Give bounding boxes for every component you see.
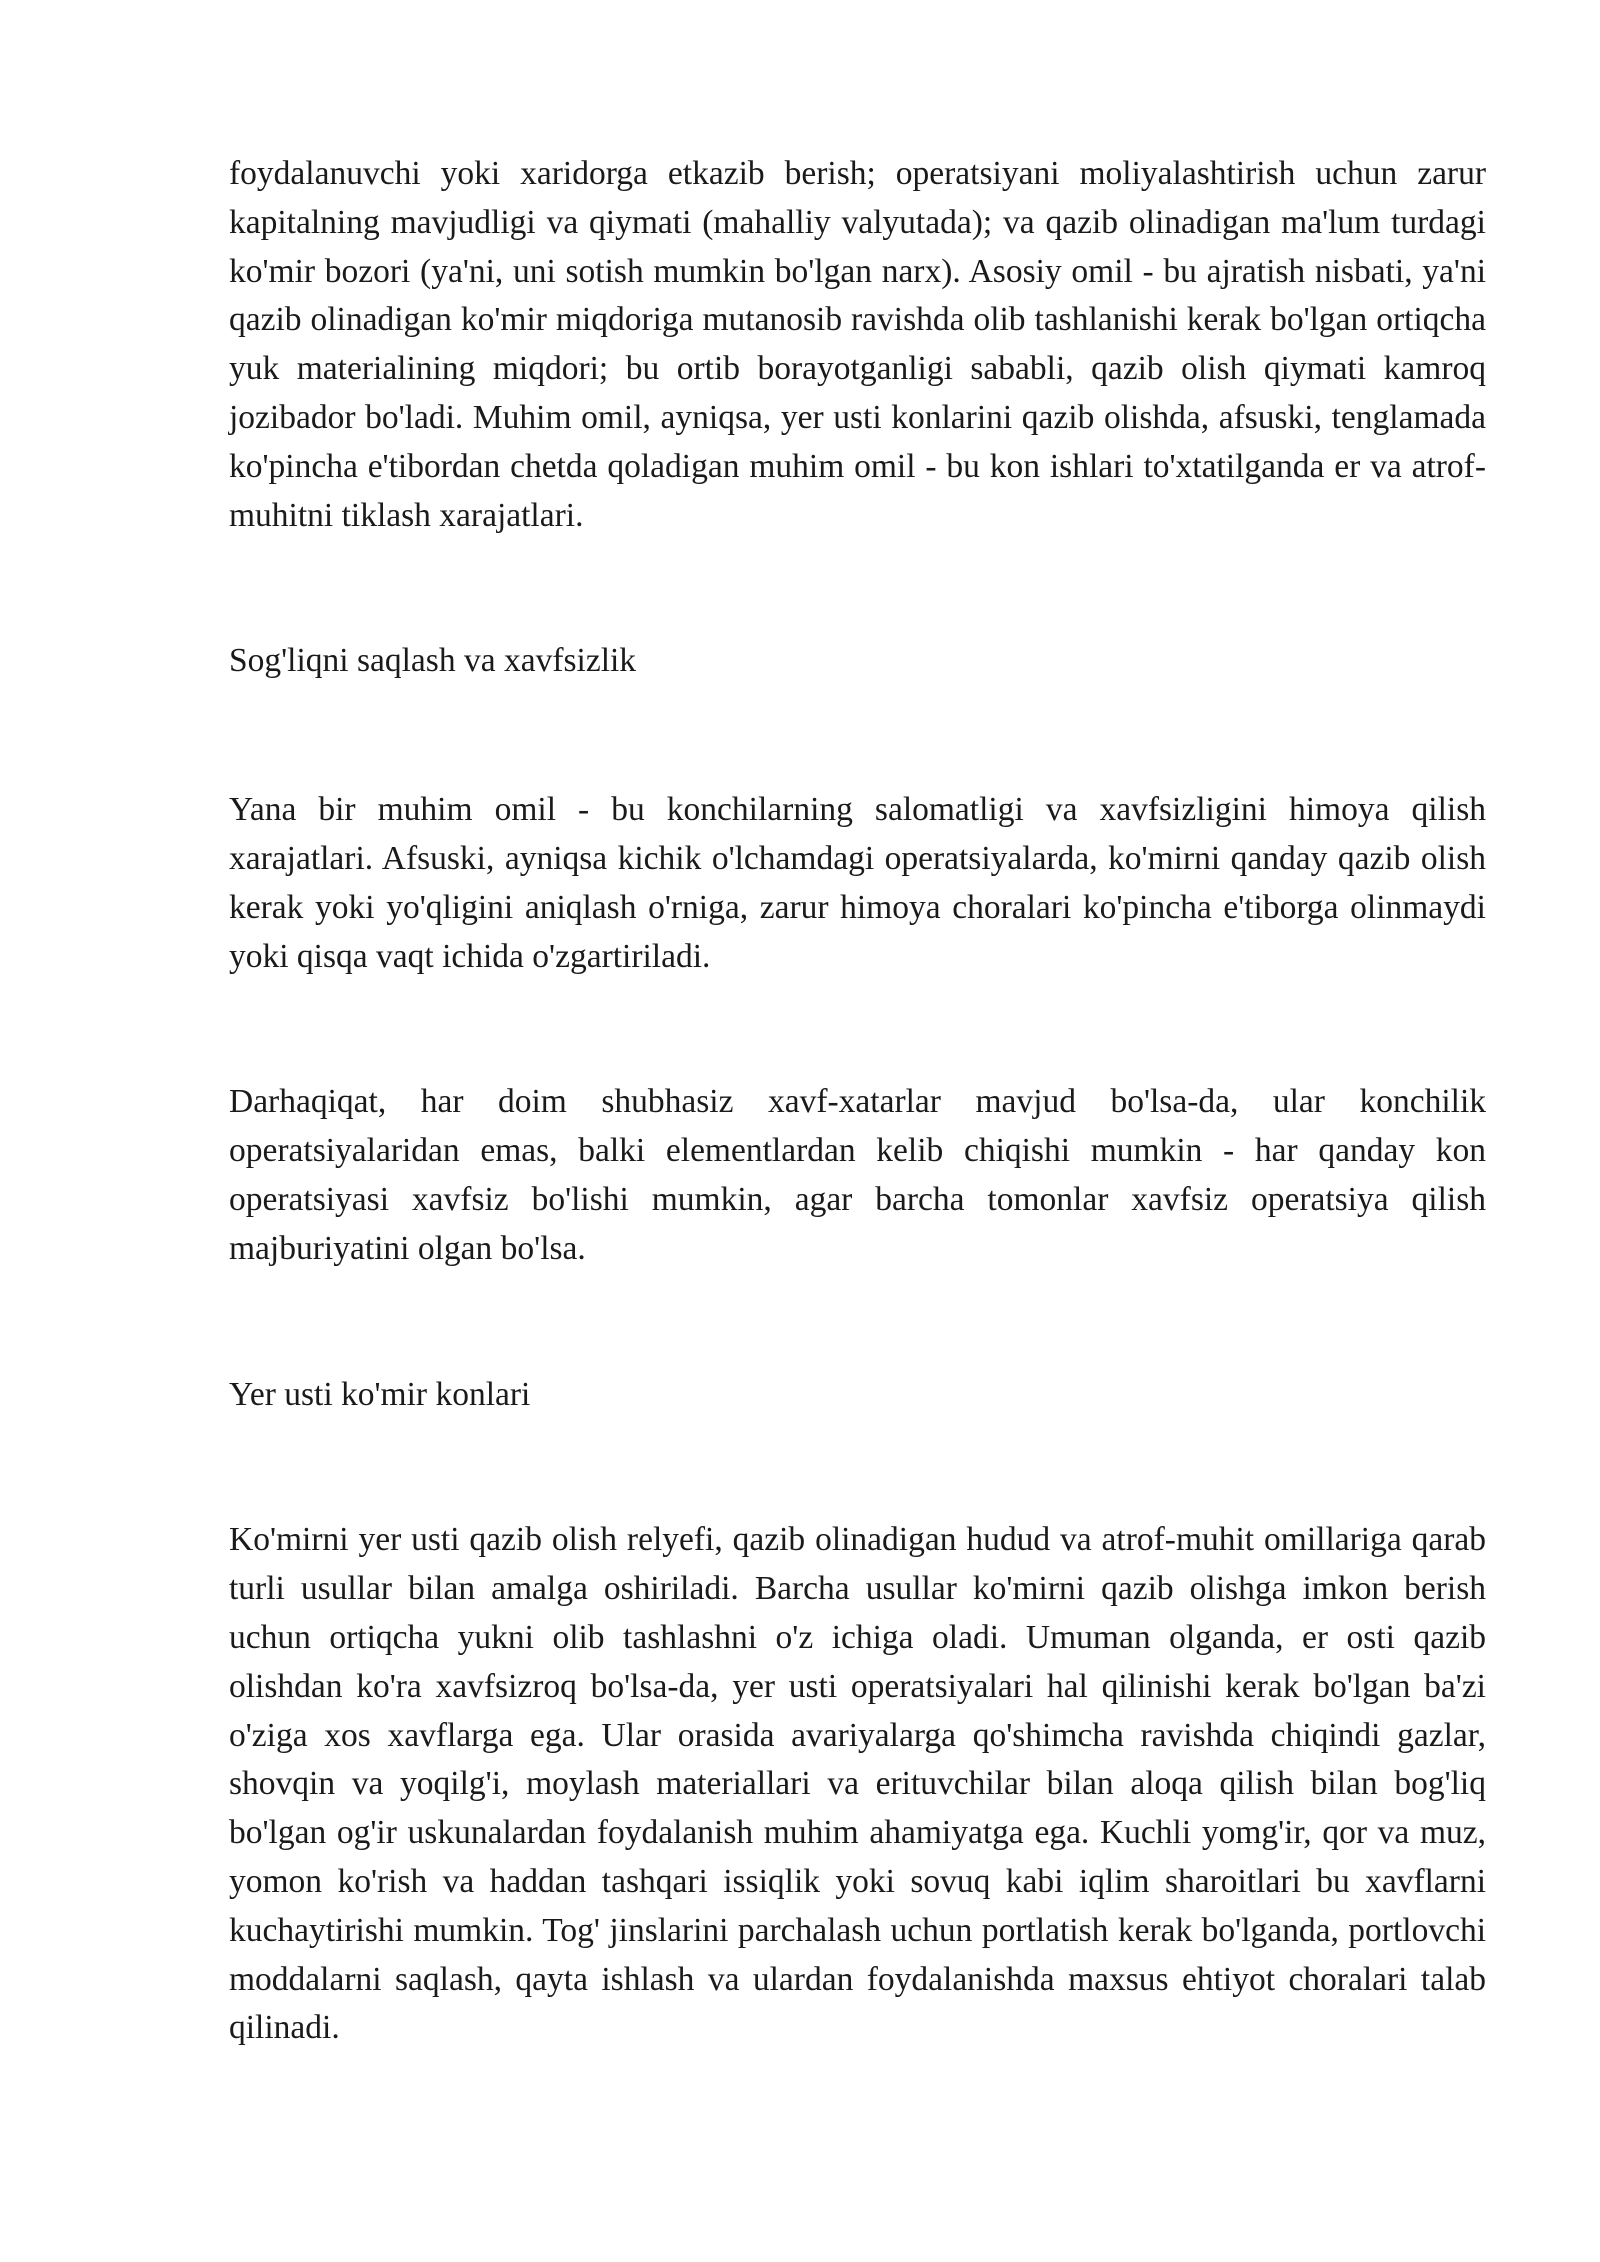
- paragraph-spacer: [229, 981, 1486, 1078]
- body-paragraph-2: Yana bir muhim omil - bu konchilarning salomatligi va xavfsizligini himoya qilish xarajatlari. Afsuski, ayniqsa kichik o'lchamdagi operatsiyalarda, ko'mirni qanday qazib olish kerak yoki yo'qligini aniqlash o'rniga, zarur himoya choralari ko'pincha e'tiborga olinmaydi yoki qisqa vaqt ichida o'zgartiriladi.: [229, 791, 1486, 975]
- body-paragraph-4: Ko'mirni yer usti qazib olish relyefi, qazib olinadigan hudud va atrof-muhit omillariga qarab turli usullar bilan amalga oshiriladi. Barcha usullar ko'mirni qazib olishga imkon berish uchun ortiqcha yukni olib tashlashni o'z ichiga oladi. Umuman olganda, er osti qazib olishdan ko'ra xavfsizroq bo'lsa-da, yer usti operatsiyalari hal qilinishi kerak bo'lgan ba'zi o'ziga xos xavflarga ega. Ular orasida avariyalarga qo'shimcha ravishda chiqindi gazlar, shovqin va yoqilg'i, moylash materiallari va erituvchilar bilan aloqa qilish bilan bog'liq bo'lgan og'ir uskunalardan foydalanish muhim ahamiyatga ega. Kuchli yomg'ir, qor va muz, yomon ko'rish va haddan tashqari issiqlik yoki sovuq kabi iqlim sharoitlari bu xavflarni kuchaytirishi mumkin. Tog' jinslarini parchalash uchun portlatish kerak bo'lganda, portlovchi moddalarni saqlash, qayta ishlash va ulardan foydalanishda maxsus ehtiyot choralari talab qilinadi.: [229, 1521, 1486, 2047]
- paragraph-spacer: [229, 540, 1486, 637]
- body-paragraph-3: Darhaqiqat, har doim shubhasiz xavf-xatarlar mavjud bo'lsa-da, ular konchilik operatsiyalaridan emas, balki elementlardan kelib chiqishi mumkin - har qanday kon operatsiyasi xavfsiz bo'lishi mumkin, agar barcha tomonlar xavfsiz operatsiya qilish majburiyatini olgan bo'lsa.: [229, 1083, 1486, 1267]
- paragraph-spacer: [229, 1274, 1486, 1371]
- document-body: [229, 150, 1486, 2053]
- section-heading-health-safety: Sog'liqni saqlash va xavfsizlik: [229, 642, 637, 680]
- paragraph-spacer: [229, 686, 1486, 786]
- section-heading-surface-mines: Yer usti ko'mir konlari: [229, 1375, 531, 1413]
- paragraph-spacer: [229, 1419, 1486, 1516]
- body-paragraph-1: foydalanuvchi yoki xaridorga etkazib berish; operatsiyani moliyalashtirish uchun zarur kapitalning mavjudligi va qiymati (mahalliy valyutada); va qazib olinadigan ma'lum turdagi ko'mir bozori (ya'ni, uni sotish mumkin bo'lgan narx). Asosiy omil - bu ajratish nisbati, ya'ni qazib olinadigan ko'mir miqdoriga mutanosib ravishda olib tashlanishi kerak bo'lgan ortiqcha yuk materialining miqdori; bu ortib borayotganligi sababli, qazib olish qiymati kamroq jozibador bo'ladi. Muhim omil, ayniqsa, yer usti konlarini qazib olishda, afsuski, tenglamada ko'pincha e'tibordan chetda qoladigan muhim omil - bu kon ishlari to'xtatilganda er va atrof-muhitni tiklash xarajatlari.: [229, 155, 1486, 534]
